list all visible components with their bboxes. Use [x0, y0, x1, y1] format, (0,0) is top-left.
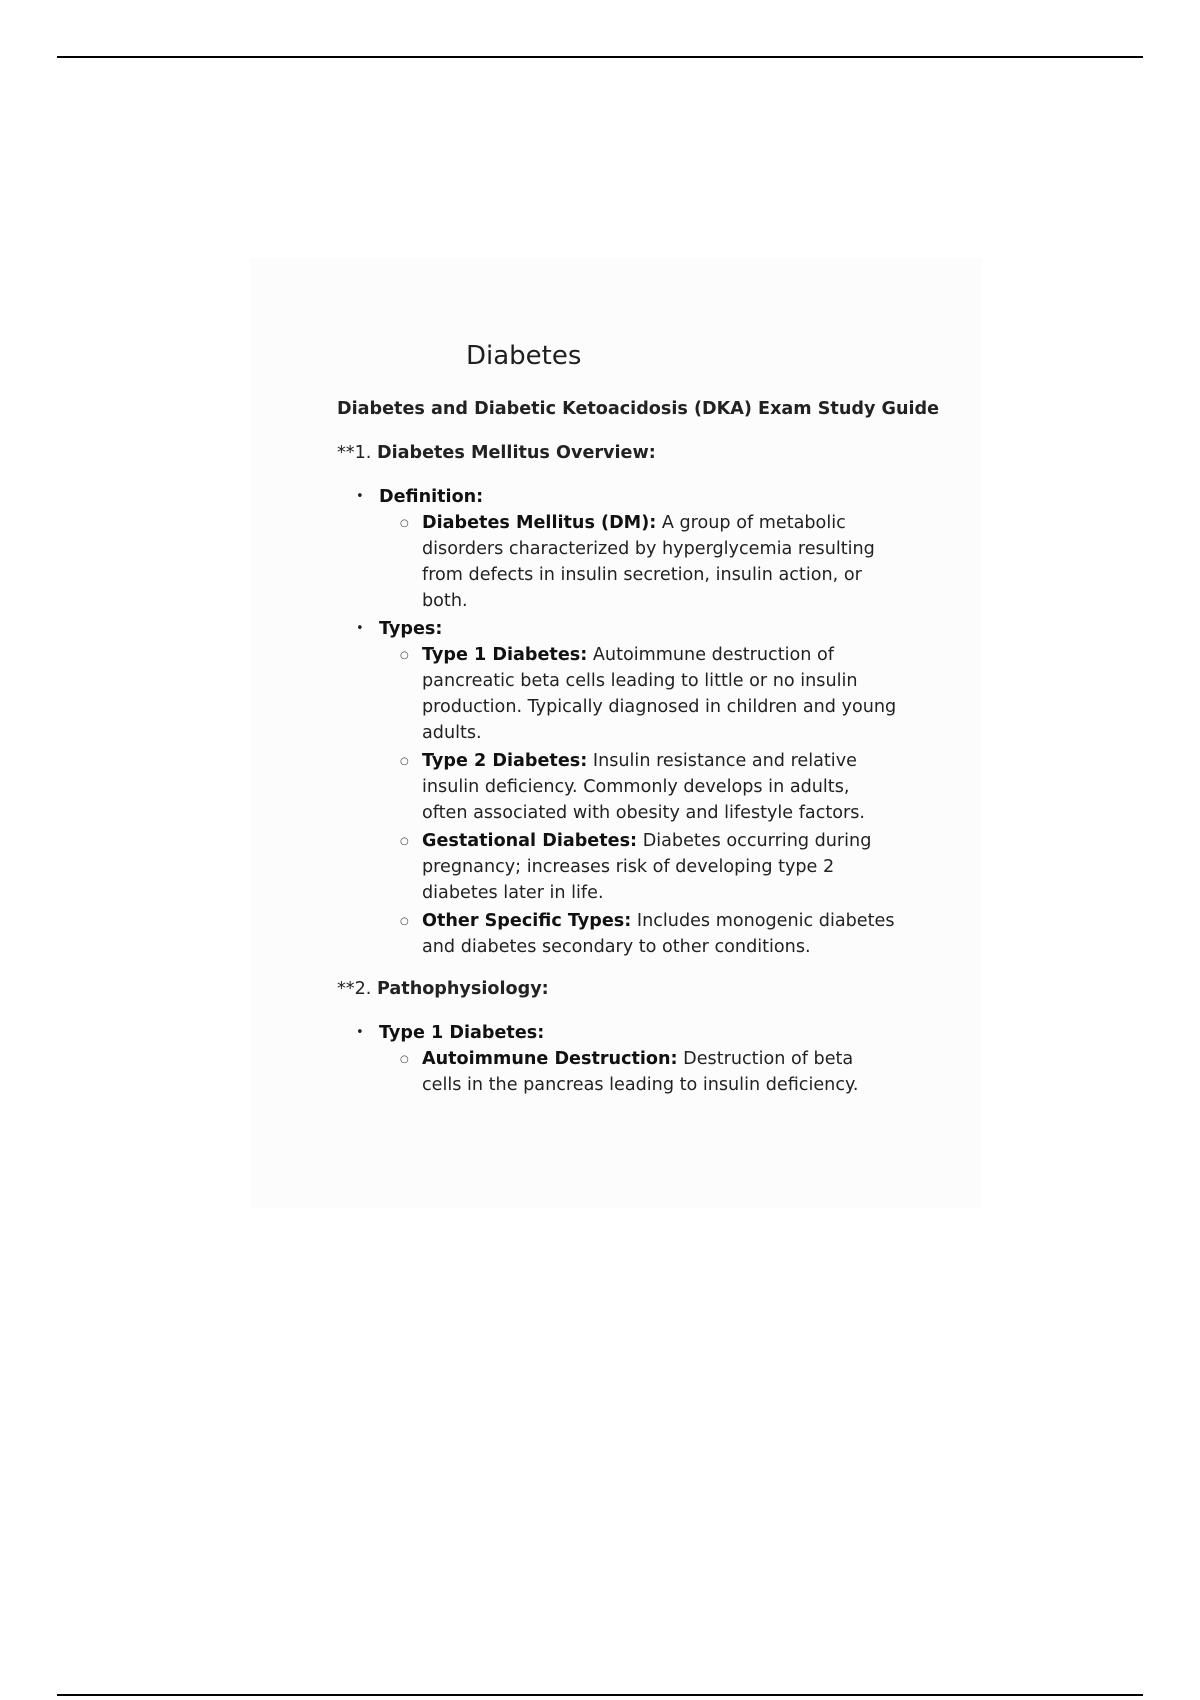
circle-bullet-icon: ○: [400, 836, 409, 847]
list-item-label: Definition:: [379, 487, 484, 507]
sub-list: [379, 1046, 897, 1098]
sub-list-item: [400, 1046, 897, 1098]
list-item-label: Type 1 Diabetes:: [379, 1023, 545, 1043]
term: Other Specific Types:: [422, 911, 632, 931]
list-item-types: [356, 616, 897, 960]
term-description: Insulin resistance and relative insulin deficiency. Commonly develops in adults, often associated with obesity and lifestyle factors.: [422, 751, 866, 823]
circle-bullet-icon: ○: [400, 650, 409, 661]
sub-list: [379, 642, 897, 960]
term: Gestational Diabetes:: [422, 831, 638, 851]
section-heading: [337, 440, 897, 466]
bullet-icon: •: [356, 621, 364, 636]
term: Diabetes Mellitus (DM):: [422, 513, 657, 533]
term-description: A group of metabolic disorders characterized by hyperglycemia resulting from defects in insulin secretion, insulin action, or both.: [422, 513, 875, 611]
sub-list-item: [400, 642, 897, 746]
section-title: Diabetes Mellitus Overview:: [376, 443, 656, 463]
term: Type 2 Diabetes:: [422, 751, 588, 771]
document-body: [337, 396, 940, 1114]
section-title: Pathophysiology:: [376, 979, 549, 999]
header-rule: [57, 56, 1143, 58]
sub-list-item: [400, 828, 897, 906]
section-number: **2.: [337, 979, 377, 999]
circle-bullet-icon: ○: [400, 916, 409, 927]
bullet-icon: •: [356, 1025, 364, 1040]
section-number: **1.: [337, 443, 377, 463]
sub-list-item: [400, 748, 897, 826]
section-list: [337, 1020, 897, 1098]
sub-list: [379, 510, 897, 614]
term-description: Destruction of beta cells in the pancreas leading to insulin deficiency.: [422, 1049, 859, 1095]
section-list: [337, 484, 897, 960]
document-title: Diabetes: [466, 341, 582, 371]
bullet-icon: •: [356, 489, 364, 504]
term: Autoimmune Destruction:: [422, 1049, 678, 1069]
section-heading: [337, 976, 897, 1002]
list-item-definition: [356, 484, 897, 614]
term: Type 1 Diabetes:: [422, 645, 588, 665]
circle-bullet-icon: ○: [400, 518, 409, 529]
term-description: Diabetes occurring during pregnancy; increases risk of developing type 2 diabetes later in life.: [422, 831, 872, 903]
circle-bullet-icon: ○: [400, 756, 409, 767]
circle-bullet-icon: ○: [400, 1054, 409, 1065]
sub-list-item: [400, 908, 897, 960]
list-item-type1: [356, 1020, 897, 1098]
sub-list-item: [400, 510, 897, 614]
term-description: Includes monogenic diabetes and diabetes secondary to other conditions.: [422, 911, 895, 957]
list-item-label: Types:: [379, 619, 443, 639]
footer-rule: [57, 1694, 1143, 1696]
term-description: Autoimmune destruction of pancreatic beta cells leading to little or no insulin production. Typically diagnosed in children and young adults.: [422, 645, 897, 743]
study-guide-title: Diabetes and Diabetic Ketoacidosis (DKA) Exam Study Guide: [337, 399, 940, 419]
